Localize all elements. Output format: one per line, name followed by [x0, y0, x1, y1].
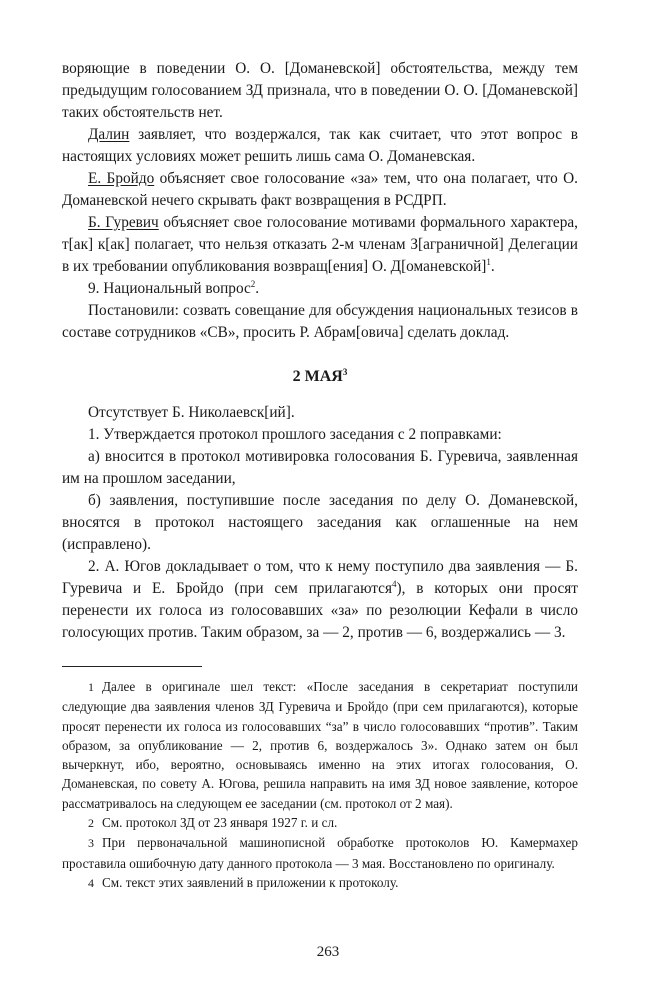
footnote-ref: 4: [392, 579, 397, 589]
footnotes: [62, 677, 578, 893]
footnote-text: Далее в оригинале шел текст: «После заседания в секретариат поступили следующие два заявления членов ЗД Гуревича и Бройдо (при сем прилагаются), которые просят перенести их голоса из голосовавших “за” в число голосовавших “против”. Таким образом, за опубликование — 2, против 6, воздержалось 3». Однако затем он был вычеркнут, ибо, вероятно, основываясь именно на этих итогах голосования, О. Доманевская, по совету А. Югова, решила направить на имя ЗД новое заявление, которое рассматривалось на следующем ее заседании (см. протокол от 2 мая).: [62, 679, 578, 811]
paragraph-text: 2. А. Югов докладывает о том, что к нему поступило два заявления — Б. Гуревича и Е. Бройдо (при сем прилагаются: [62, 558, 578, 597]
paragraph-text: объясняет свое голосование мотивами формального характера, т[ак] к[ак] полагает, что нельзя отказать 2-м членам З[аграничной] Делегации в их требовании опубликования возвращ[ения] О. Д[оманевской]: [62, 214, 578, 275]
footnote-ref: 3: [342, 367, 348, 377]
main-text: [62, 58, 578, 644]
footnote-ref: 1: [486, 257, 491, 267]
paragraph: [62, 278, 578, 300]
speaker-name: Далин: [88, 126, 130, 143]
paragraph: воряющие в поведении О. О. [Доманевской] обстоятельства, между тем предыдущим голосованием ЗД признала, что в поведении О. О. [Доманевской] таких обстоятельств нет.: [62, 60, 578, 121]
section-heading: [62, 366, 578, 388]
footnote-number: 4: [88, 875, 94, 890]
speaker-name: Б. Гуревич: [88, 214, 159, 231]
paragraph-text: .: [490, 258, 495, 275]
paragraph-text: ), в которых они просят перенести их голоса из голосовавших «за» по резолюции Кефали в число голосующих против. Таким образом, за — 2, против — 6, воздержались — 3.: [62, 580, 578, 641]
footnote-text: При первоначальной машинописной обработке протоколов Ю. Камермахер проставила ошибочную дату данного протокола — 3 мая. Восстановлено по оригиналу.: [62, 835, 578, 871]
heading-text: 2 МАЯ: [292, 368, 343, 385]
paragraph: 1. Утверждается протокол прошлого заседания с 2 поправками:: [88, 426, 502, 443]
footnote-number: 3: [88, 836, 94, 851]
footnote-text: См. текст этих заявлений в приложении к протоколу.: [102, 874, 399, 890]
paragraph: [62, 212, 578, 278]
footnote-ref: 2: [250, 279, 256, 289]
footnote-number: 1: [88, 680, 94, 694]
speaker-name: Е. Бройдо: [88, 170, 155, 187]
footnote: [62, 873, 578, 893]
paragraph: [62, 124, 578, 168]
footnote-number: 2: [88, 816, 94, 831]
paragraph: [62, 168, 578, 212]
paragraph: [62, 556, 578, 644]
footnote: [62, 813, 578, 833]
page-body: [62, 58, 578, 893]
footnote-text: См. протокол ЗД от 23 января 1927 г. и сл.: [102, 815, 338, 831]
paragraph: Постановили: созвать совещание для обсуждения национальных тезисов в составе сотрудников «СВ», просить Р. Абрам[овича] сделать доклад.: [62, 302, 578, 341]
paragraph-text: заявляет, что воздержался, так как считает, что этот вопрос в настоящих условиях может решить лишь сама О. Доманевская.: [62, 126, 578, 165]
footnote: [62, 833, 578, 873]
footnote: [62, 677, 578, 813]
paragraph-text: объясняет свое голосование «за» тем, что она полагает, что О. Доманевской нечего скрывать факт возвращения в РСДРП.: [62, 170, 578, 209]
paragraph-text: 9. Национальный вопрос: [88, 280, 251, 297]
paragraph: а) вносится в протокол мотивировка голосования Б. Гуревича, заявленная им на прошлом заседании,: [62, 448, 578, 487]
paragraph: б) заявления, поступившие после заседания по делу О. Доманевской, вносятся в протокол настоящего заседания как оглашенные на нем (исправлено).: [62, 492, 578, 553]
page-number: 263: [316, 944, 340, 960]
paragraph-text: .: [255, 280, 260, 297]
footnote-divider: [62, 666, 202, 667]
paragraph: Отсутствует Б. Николаевск[ий].: [88, 404, 295, 421]
